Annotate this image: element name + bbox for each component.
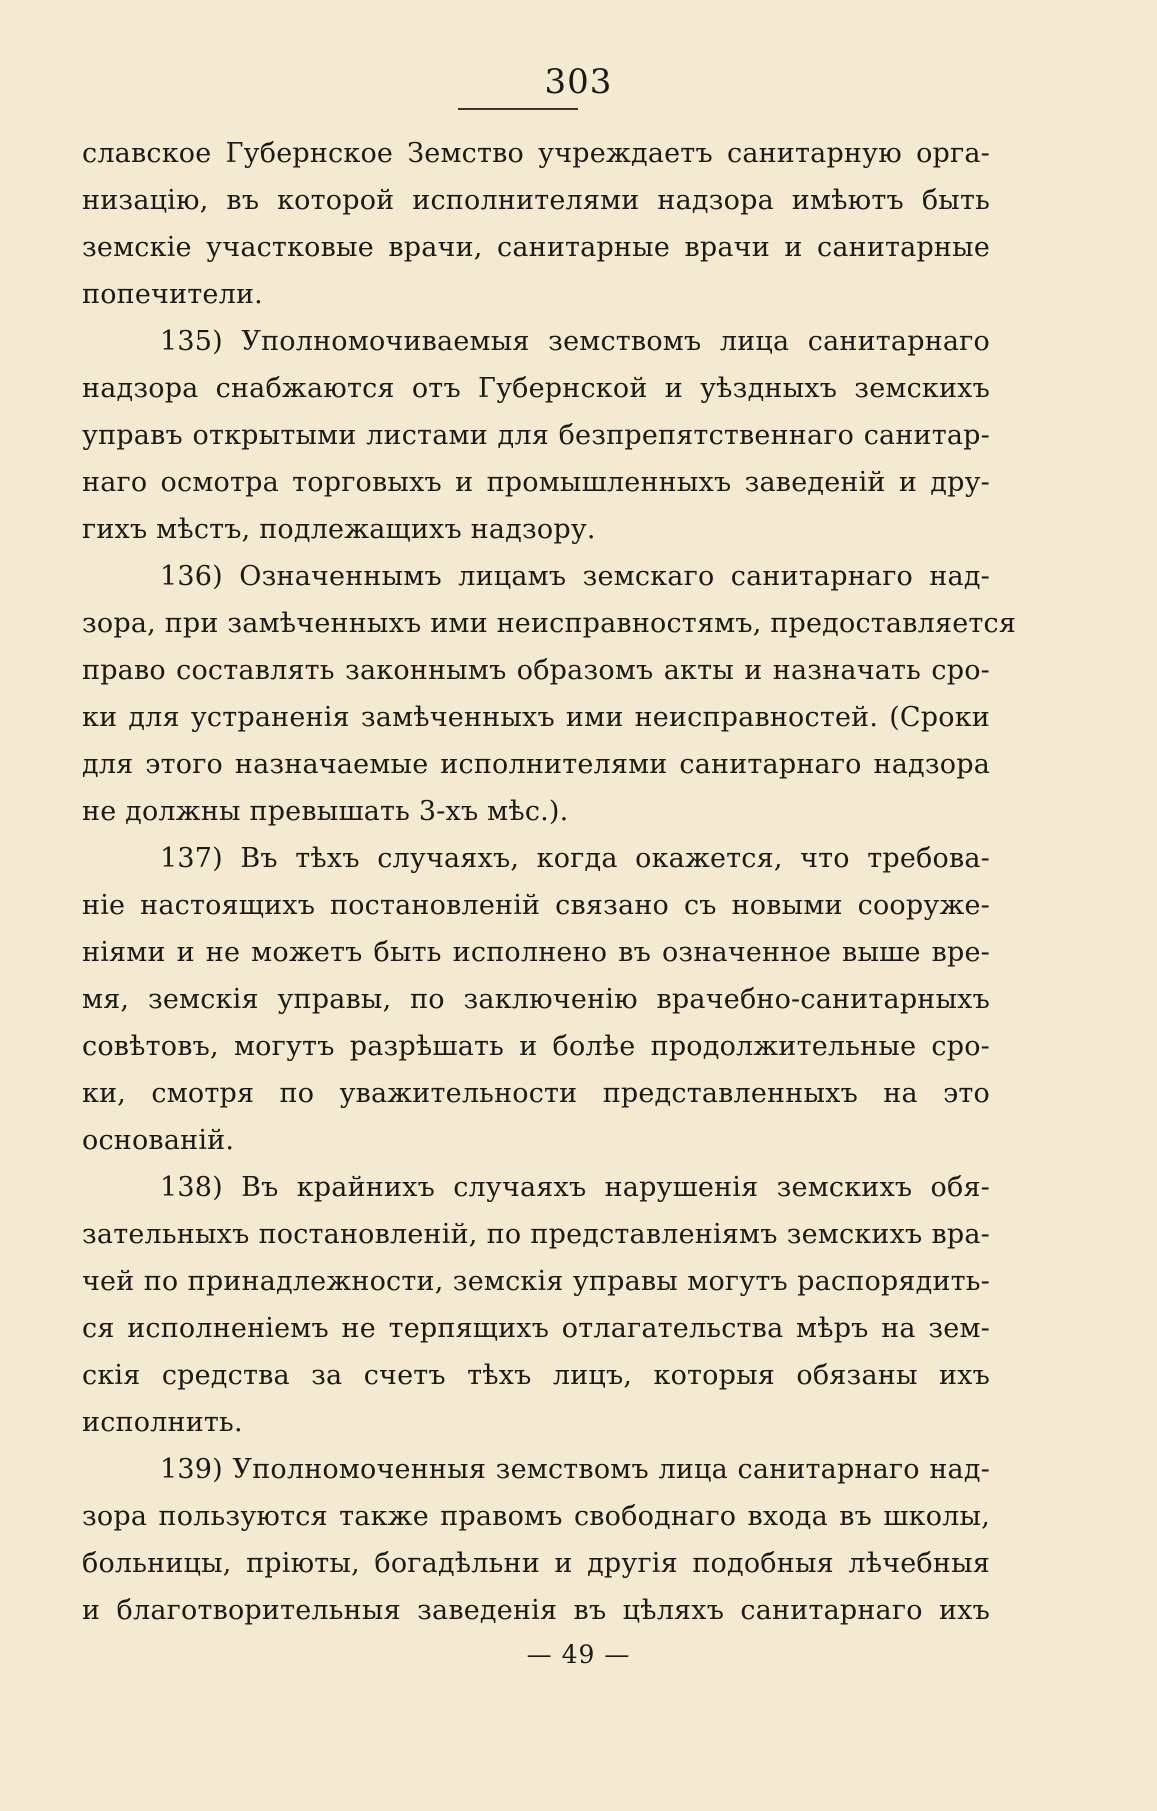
text-line: надзора снабжаются отъ Губернской и уѣздныхъ земскихъ: [82, 373, 990, 404]
text-line: право составлять законнымъ образомъ акты и назначать сро-: [82, 655, 990, 686]
text-line: низацію, въ которой исполнителями надзора имѣютъ быть: [82, 185, 990, 216]
footer-signature-mark: — 49 —: [526, 1640, 631, 1669]
text-line: скія средства за счетъ тѣхъ лицъ, которыя обязаны ихъ: [82, 1360, 990, 1391]
text-line: зора пользуются также правомъ свободнаго входа въ школы,: [82, 1501, 990, 1532]
text-line: мя, земскія управы, по заключенію врачебно-санитарныхъ: [82, 984, 990, 1015]
text-line: совѣтовъ, могутъ разрѣшать и болѣе продолжительные сро-: [82, 1031, 990, 1062]
text-line: чей по принадлежности, земскія управы могутъ распорядить-: [82, 1266, 990, 1297]
paragraph-136-start: 136) Означеннымъ лицамъ земскаго санитарнаго над-: [160, 561, 990, 592]
text-line: основаній.: [82, 1125, 235, 1156]
header-rule: [458, 108, 578, 110]
text-line: ся исполненіемъ не терпящихъ отлагательства мѣръ на зем-: [82, 1313, 990, 1344]
page-number: 303: [544, 62, 613, 102]
text-line: зательныхъ постановленій, по представленіямъ земскихъ вра-: [82, 1219, 990, 1250]
text-line: земскіе участковые врачи, санитарные врачи и санитарные: [82, 232, 990, 263]
text-line: попечители.: [82, 279, 263, 310]
text-line: ки для устраненія замѣченныхъ ими неисправностей. (Сроки: [82, 702, 990, 733]
text-line: наго осмотра торговыхъ и промышленныхъ заведеній и дру-: [82, 467, 990, 498]
text-line: ніями и не можетъ быть исполнено въ означенное выше вре-: [82, 937, 990, 968]
text-line: славское Губернское Земство учреждаетъ санитарную орга-: [82, 138, 990, 169]
text-line: и благотворительныя заведенія въ цѣляхъ санитарнаго ихъ: [82, 1595, 990, 1626]
paragraph-135-start: 135) Уполномочиваемыя земствомъ лица санитарнаго: [160, 326, 990, 357]
paragraph-139-start: 139) Уполномоченныя земствомъ лица санитарнаго над-: [160, 1454, 990, 1485]
text-line: для этого назначаемые исполнителями санитарнаго надзора: [82, 749, 990, 780]
text-line: гихъ мѣстъ, подлежащихъ надзору.: [82, 514, 596, 545]
text-line: больницы, пріюты, богадѣльни и другія подобныя лѣчебныя: [82, 1548, 990, 1579]
text-line: не должны превышать 3-хъ мѣс.).: [82, 796, 569, 827]
paragraph-137-start: 137) Въ тѣхъ случаяхъ, когда окажется, что требова-: [160, 843, 990, 874]
text-line: управъ открытыми листами для безпрепятственнаго санитар-: [82, 420, 990, 451]
text-line: исполнить.: [82, 1407, 243, 1438]
text-line: ніе настоящихъ постановленій связано съ новыми сооруже-: [82, 890, 990, 921]
paragraph-138-start: 138) Въ крайнихъ случаяхъ нарушенія земскихъ обя-: [160, 1172, 990, 1203]
text-line: ки, смотря по уважительности представленныхъ на это: [82, 1078, 990, 1109]
body-text: [82, 130, 1017, 1634]
text-line: зора, при замѣченныхъ ими неисправностямъ, предоставляется: [82, 608, 1017, 639]
